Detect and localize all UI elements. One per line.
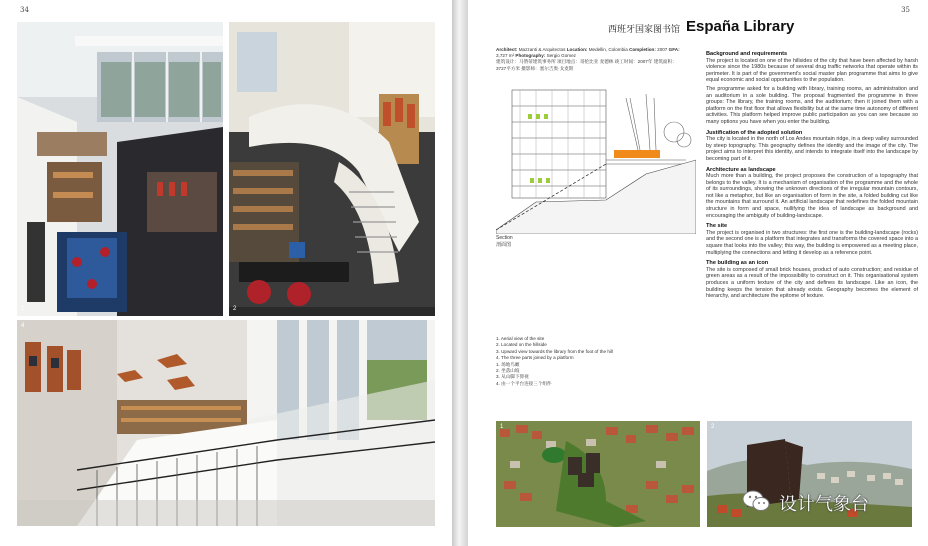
title-english: España Library bbox=[686, 18, 795, 35]
photo-spiral-stair bbox=[229, 22, 435, 316]
photo-captions: 1. Aerial view of the site 2. Located on the hillside 3. Upward view towards the library from the foot of the hill 4. The three parts joined by a platform 1. 场地鸟瞰 2. 坐落山坡 3. 从山脚下仰视 4. 由一个平台连接三个组件 bbox=[496, 336, 613, 386]
page-number: 34 bbox=[20, 6, 29, 14]
section-heading: The site bbox=[706, 223, 728, 230]
photo-stair-masks-wall bbox=[17, 320, 435, 526]
body-text-column bbox=[706, 47, 918, 302]
paragraph: The programme asked for a building with library, training rooms, an administration and an auditorium in a sole building. The proposal fragmented the programme in three groups: The library, the training rooms, and the auditorium; then it joined them with a platform on the first floor that allows flexibility but at the same time autonomy of different activities. This platform helped improve public participation as you can see because so many options you have when you enter the building. bbox=[706, 85, 918, 125]
book-gutter bbox=[452, 0, 468, 546]
section-caption: Section 剖面图 bbox=[496, 235, 513, 248]
wechat-icon bbox=[741, 488, 771, 514]
photo-atrium-reading-room bbox=[17, 22, 223, 316]
section-heading: Justification of the adopted solution bbox=[706, 129, 803, 136]
section-heading: The building as an icon bbox=[706, 260, 769, 267]
section-heading: Architecture as landscape bbox=[706, 166, 776, 173]
paragraph: Much more than a building, the project proposes the construction of a topography that belongs to the valley. It is a mechanism of organisation of the programme and the whole of its surroundings, showing the unknown directions of the irregular mountain contours, not like a metaphor, but like an organisation of form in the site, a folded building cut like the mountains that surround it. An artificial landscape that redefines the folded mountain structure in form and space, nullifying the idea of landscape as background and encouraging the ambiguity of building-landscape. bbox=[706, 173, 918, 219]
paragraph: The project is located on one of the hillsides of the city that have been affected by harsh violence since the 1980s because of several drug traffic networks that operate within its perimeter. It is part of the government's social master plan programme that aims to give equal economic and social opportunities to the population. bbox=[706, 57, 918, 84]
photo-index: 4 bbox=[21, 323, 25, 329]
paragraph: The city is located in the north of Los Andes mountain ridge, in a deep valley surrounded by steep topography. This geography defines the identity and the image of the city. The project aims to interpret this identity, and intends to integrate itself into the landscape by becoming part of it. bbox=[706, 136, 918, 162]
section-heading: Background and requirements bbox=[706, 51, 788, 57]
photo-index: 2 bbox=[233, 306, 237, 312]
paragraph: The site is composed of small brick houses, product of auto construction; and residue of green areas as a result of the impossibility to construct on it. This organisational system produces a uniform texture of the city and defines its landscape. Like an icon, the building keeps the tension that already exists. Geography becomes the element of hierarchy, and architecture the epitome of texture. bbox=[706, 266, 918, 300]
watermark-text: 设计气象台 bbox=[779, 494, 869, 514]
section-drawing bbox=[496, 84, 696, 234]
left-page bbox=[0, 0, 452, 546]
photo-index: 1 bbox=[500, 424, 504, 430]
photo-index: 2 bbox=[711, 424, 715, 430]
page-number: 35 bbox=[901, 6, 910, 14]
photo-aerial-site bbox=[496, 421, 700, 527]
title-chinese: 西班牙国家图书馆 bbox=[608, 24, 681, 34]
paragraph: The project is organised in two structures: the first one is the building-landscape (rocks) and the second one is a platform that integrates and transforms the covered space into a square that looks into the valley; this way, the building is empowered as a meeting place, multiplying the connections and letting it develop as a reference point. bbox=[706, 229, 918, 256]
photo-index: 1 bbox=[21, 306, 25, 312]
wechat-watermark bbox=[741, 488, 916, 514]
project-credits: Architect: Mazzanti & Arquitectos Location: Medellin, Colombia Completion: 2007 GFA: 3,727 m² Photography: Sergio Gomez 建筑设计：马赞蒂建筑事务所 项目地点：哥伦比亚 麦德林 竣工时间：2007年 建筑面积：3727平方米 摄影师：塞尔吉奥·戈麦斯 bbox=[496, 47, 680, 71]
right-page bbox=[468, 0, 928, 546]
